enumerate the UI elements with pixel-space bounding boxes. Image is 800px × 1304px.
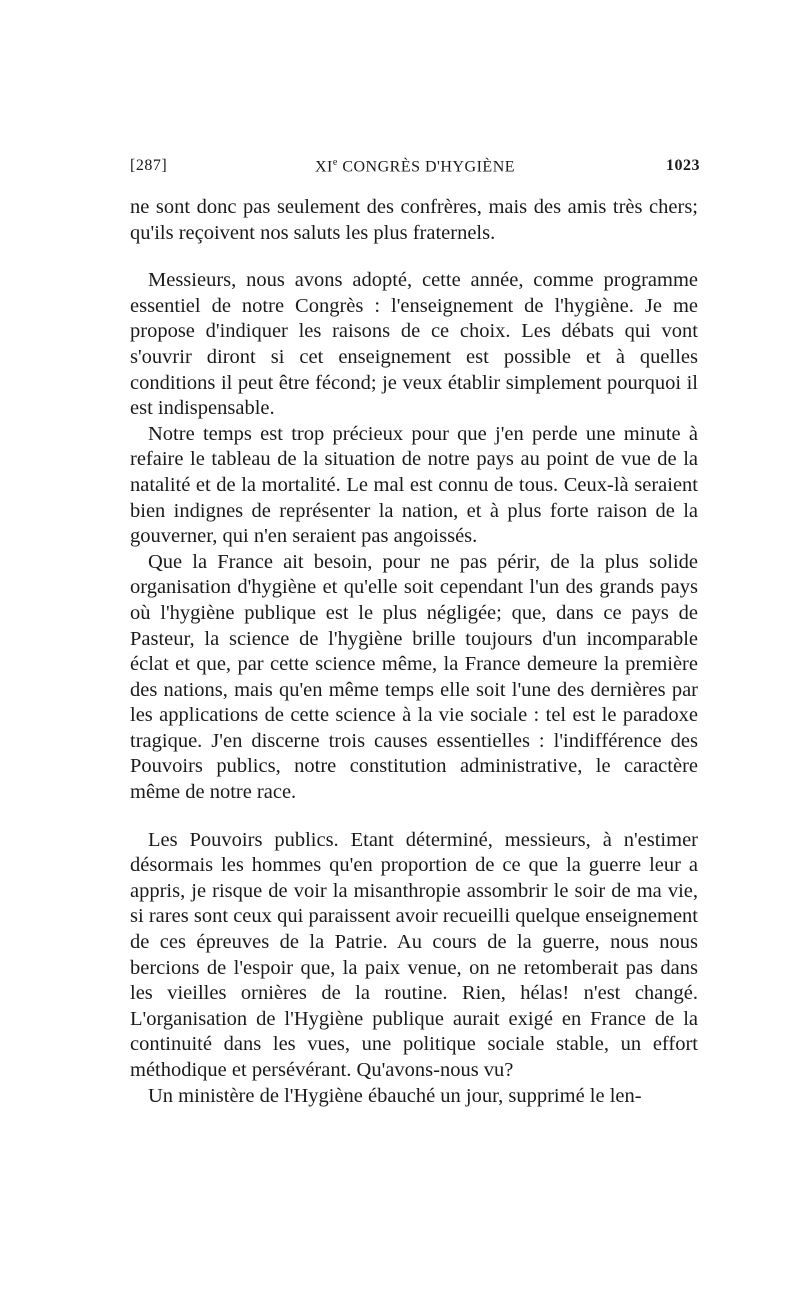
running-title-prefix: XI: [314, 158, 333, 176]
paragraph-situation: Notre temps est trop précieux pour que j'en perde une minute à refaire le tableau de la situation de notre pays au point de vue de la natalité et de la mortalité. Le mal est connu de tous. Ceux-là seraient bien indignes de représenter la nation, et à plus forte raison de la gouverner, qui n'en seraient pas angoissés.: [130, 422, 698, 548]
running-title-superscript: e: [332, 157, 338, 168]
running-title-main: CONGRÈS D'HYGIÈNE: [337, 158, 516, 176]
paragraph-ministere: Un ministère de l'Hygiène ébauché un jour, supprimé le len-: [148, 1084, 642, 1107]
page-header: [130, 157, 700, 181]
paragraph-programme: Messieurs, nous avons adopté, cette année, comme programme essentiel de notre Congrès : l'enseignement de l'hygiène. Je me propose d'indiquer les raisons de ce choix. Les débats qui vont s'ouvrir diront si cet enseignement est possible et à quelles conditions il peut être fécond; je veux établir simplement pourquoi il est indispensable.: [130, 269, 698, 420]
paragraph-continuation: ne sont donc pas seulement des confrères, mais des amis très chers; qu'ils reçoivent nos saluts les plus fraternels.: [130, 196, 698, 244]
paragraph-pouvoirs-publics: Les Pouvoirs publics. Etant déterminé, messieurs, à n'estimer désormais les hommes qu'en proportion de ce que la guerre leur a appris, je risque de voir la misanthropie assombrir le soir de ma vie, si rares sont ceux qui paraissent avoir recueilli quelque enseignement de ces épreuves de la Patrie. Au cours de la guerre, nous nous bercions de l'espoir que, la paix venue, on ne retomberait pas dans les vieilles ornières de la routine. Rien, hélas! n'est changé. L'organisation de l'Hygiène publique aurait exigé en France de la continuité dans les vues, une politique sociale stable, un effort méthodique et persévérant. Qu'avons-nous vu?: [130, 828, 698, 1081]
running-title: [130, 157, 700, 176]
page-number: 1023: [666, 157, 700, 174]
page-reference: [287]: [130, 157, 168, 174]
body-text: [130, 195, 698, 1109]
paragraph-paradoxe: Que la France ait besoin, pour ne pas périr, de la plus solide organisation d'hygiène et qu'elle soit cependant l'un des grands pays où l'hygiène publique est le plus négligée; que, dans ce pays de Pasteur, la science de l'hygiène brille toujours d'un incomparable éclat et que, par cette science même, la France demeure la première des nations, mais qu'en même temps elle soit l'une des dernières par les applications de cette science à la vie sociale : tel est le paradoxe tragique. J'en discerne trois causes essentielles : l'indifférence des Pouvoirs publics, notre constitution administrative, le caractère même de notre race.: [130, 550, 698, 804]
